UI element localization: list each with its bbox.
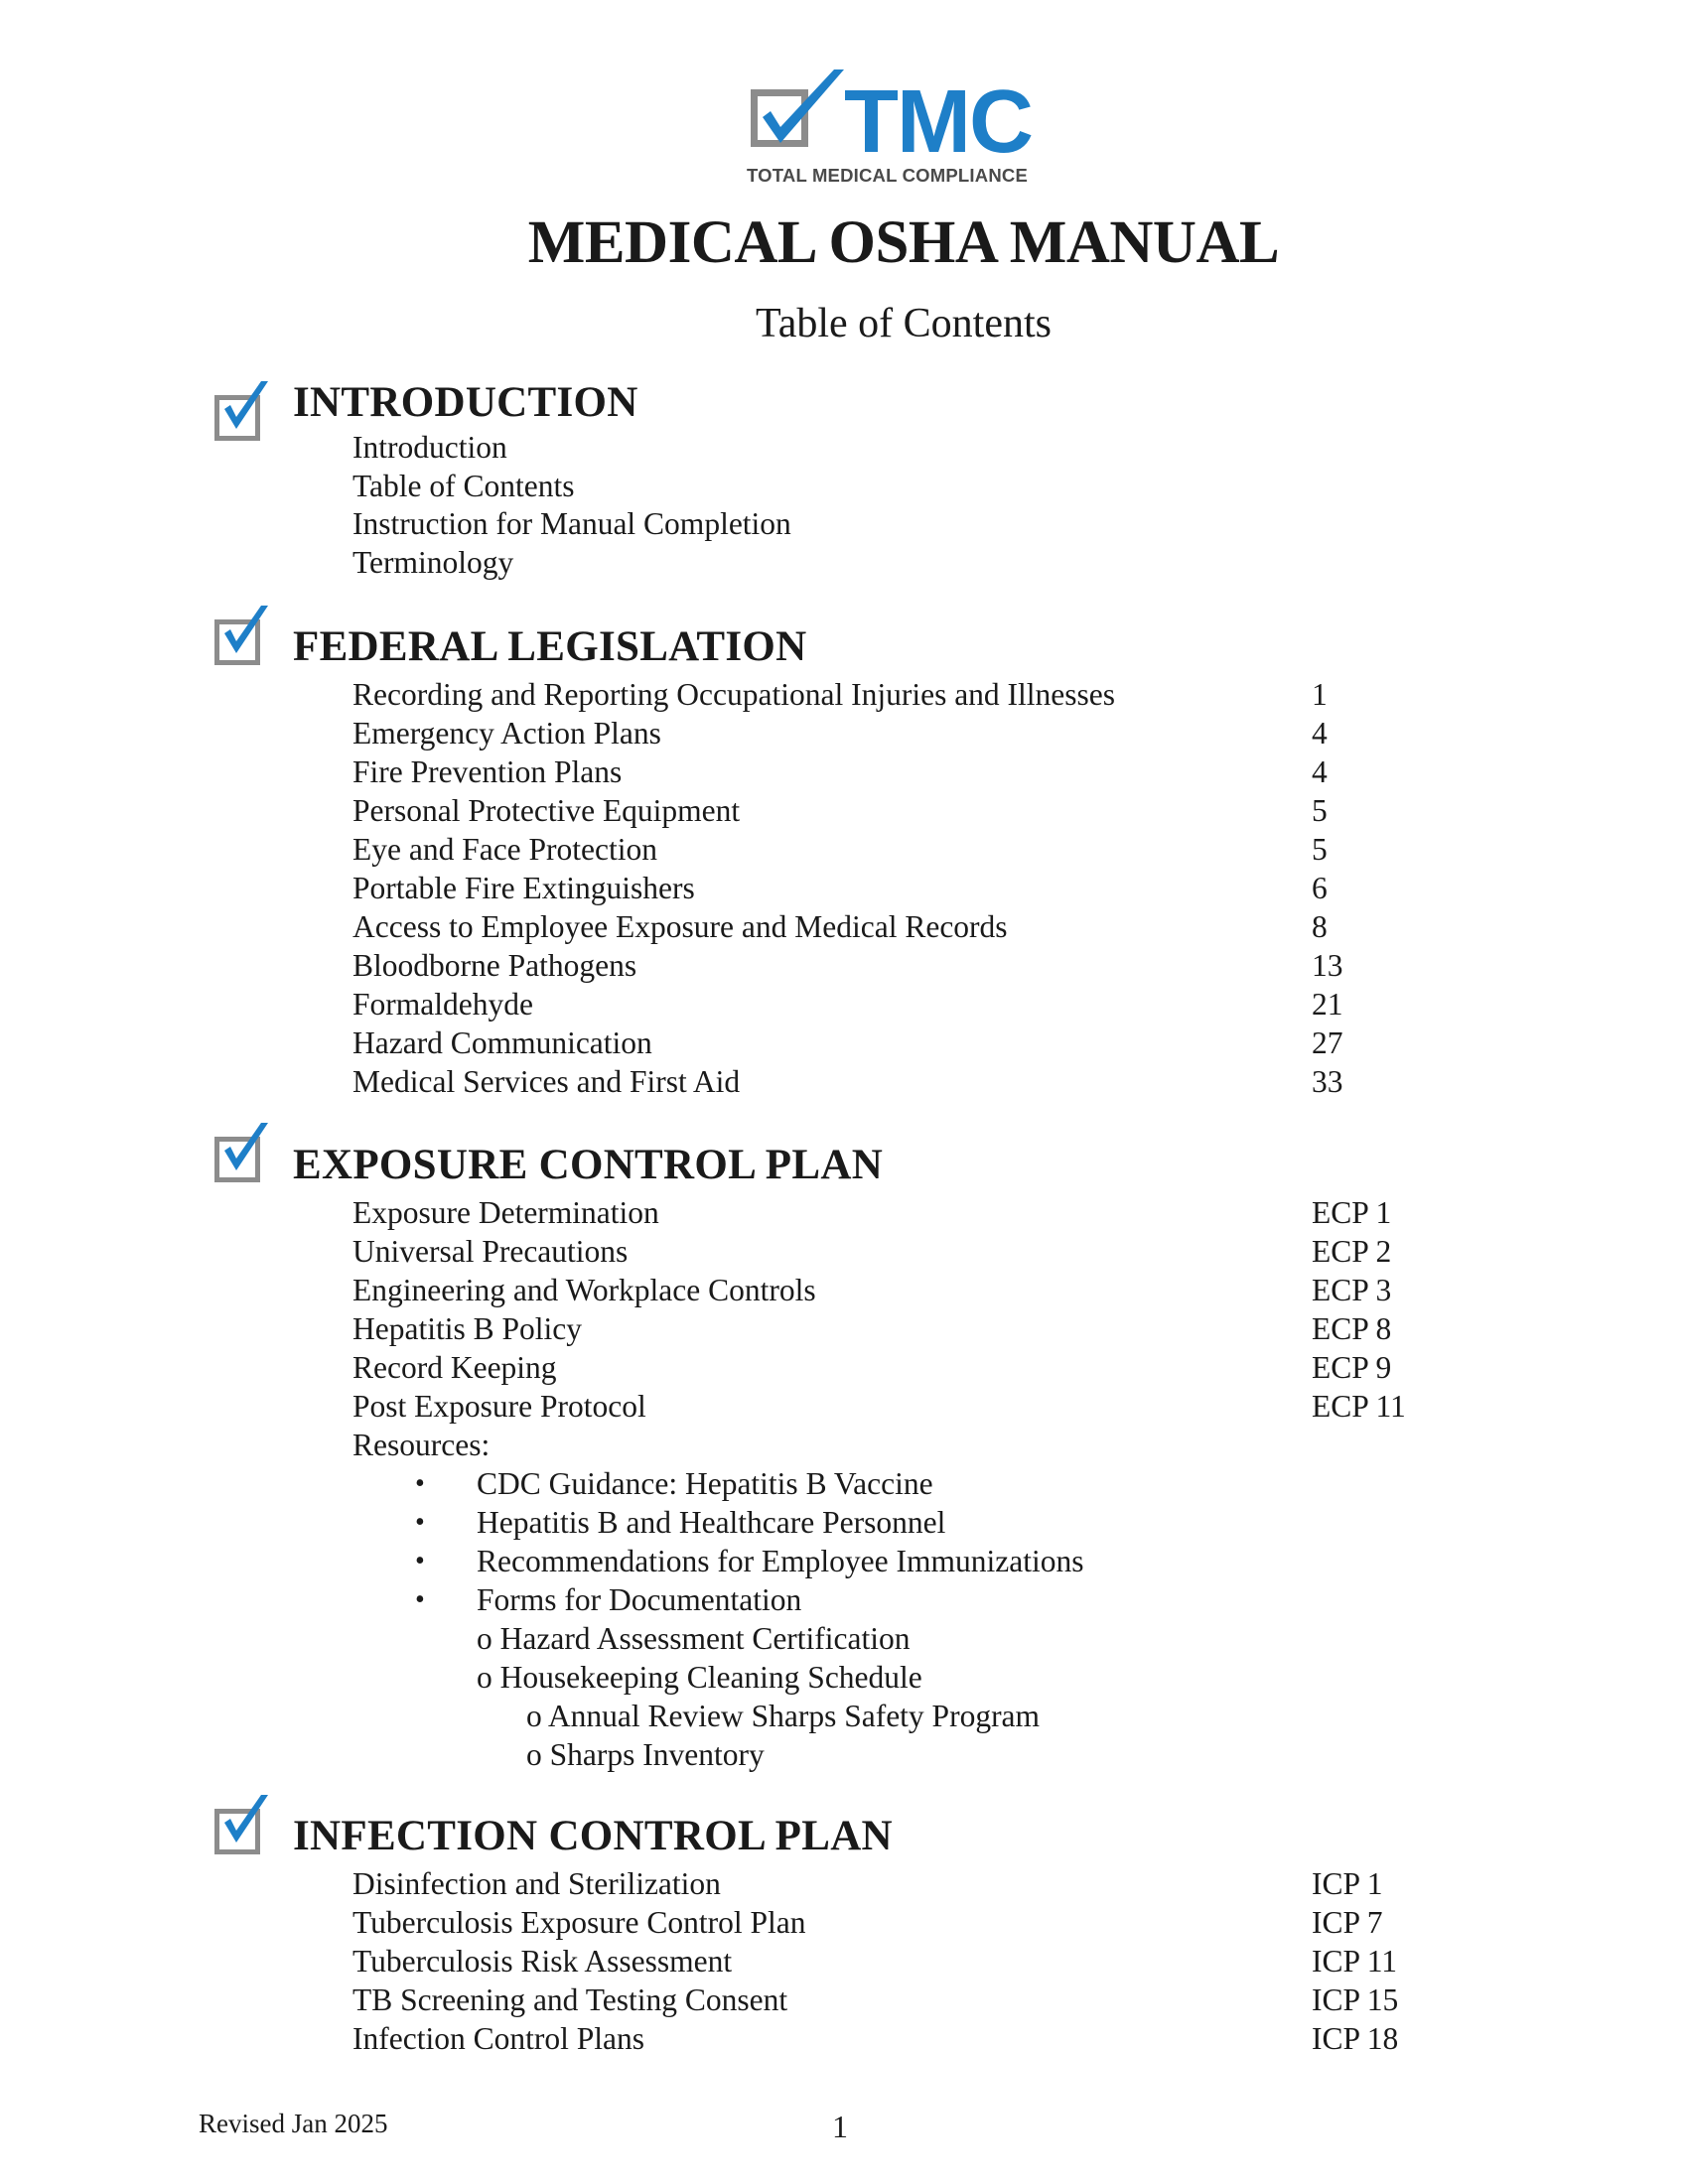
resource-item[interactable]: Forms for Documentation xyxy=(477,1582,802,1617)
section-checkbox-icon xyxy=(212,610,270,667)
toc-entry[interactable]: Table of Contents xyxy=(352,469,575,503)
logo-subtitle: TOTAL MEDICAL COMPLIANCE xyxy=(747,165,1028,186)
bullet-icon: • xyxy=(415,1468,425,1499)
toc-entry[interactable]: Access to Employee Exposure and Medical Records 8 xyxy=(352,909,1328,944)
bullet-icon: • xyxy=(415,1584,425,1615)
toc-entry[interactable]: Tuberculosis Risk Assessment ICP 11 xyxy=(352,1944,1398,1979)
toc-entry-resources: Resources: xyxy=(352,1428,491,1462)
section-checkbox-icon xyxy=(212,1799,270,1856)
form-item[interactable]: o Hazard Assessment Certification xyxy=(477,1621,911,1656)
bullet-icon: • xyxy=(415,1546,425,1576)
toc-entry[interactable]: Bloodborne Pathogens 13 xyxy=(352,948,1343,983)
toc-entry[interactable]: Terminology xyxy=(352,545,514,580)
toc-entry[interactable]: Eye and Face Protection 5 xyxy=(352,832,1328,867)
section-checkbox-icon xyxy=(212,1127,270,1184)
form-item[interactable]: o Housekeeping Cleaning Schedule xyxy=(477,1660,922,1695)
toc-entry[interactable]: Instruction for Manual Completion xyxy=(352,506,791,541)
toc-entry[interactable]: Formaldehyde 21 xyxy=(352,987,1343,1022)
section-checkbox-icon xyxy=(212,385,270,443)
resource-item[interactable]: Hepatitis B and Healthcare Personnel xyxy=(477,1505,946,1540)
toc-entry[interactable]: Fire Prevention Plans 4 xyxy=(352,754,1328,789)
toc-entry[interactable]: Tuberculosis Exposure Control Plan ICP 7 xyxy=(352,1905,1383,1940)
toc-entry[interactable]: Medical Services and First Aid 33 xyxy=(352,1064,1343,1099)
form-item[interactable]: o Sharps Inventory xyxy=(526,1737,765,1772)
toc-entry[interactable]: Recording and Reporting Occupational Injuries and Illnesses 1 xyxy=(352,677,1328,712)
toc-entry[interactable]: Introduction xyxy=(352,430,507,465)
toc-entry[interactable]: Exposure Determination ECP 1 xyxy=(352,1195,1392,1230)
resource-item[interactable]: CDC Guidance: Hepatitis B Vaccine xyxy=(477,1466,933,1501)
toc-entry[interactable]: Hepatitis B Policy ECP 8 xyxy=(352,1311,1392,1346)
bullet-icon: • xyxy=(415,1507,425,1538)
section-title-infection-control-plan: INFECTION CONTROL PLAN xyxy=(293,1813,893,1859)
page-subtitle: Table of Contents xyxy=(756,301,1052,346)
toc-entry[interactable]: Portable Fire Extinguishers 6 xyxy=(352,871,1328,905)
toc-entry[interactable]: Hazard Communication 27 xyxy=(352,1025,1343,1060)
page-title: MEDICAL OSHA MANUAL xyxy=(527,209,1280,276)
toc-entry[interactable]: TB Screening and Testing Consent ICP 15 xyxy=(352,1982,1399,2017)
toc-entry[interactable]: Post Exposure Protocol ECP 11 xyxy=(352,1389,1406,1424)
footer-revised-date: Revised Jan 2025 xyxy=(199,2109,388,2138)
toc-entry[interactable]: Engineering and Workplace Controls ECP 3 xyxy=(352,1273,1392,1307)
section-title-exposure-control-plan: EXPOSURE CONTROL PLAN xyxy=(293,1142,884,1188)
toc-entry[interactable]: Infection Control Plans ICP 18 xyxy=(352,2021,1399,2056)
toc-entry[interactable]: Emergency Action Plans 4 xyxy=(352,716,1328,751)
footer-page-number: 1 xyxy=(832,2109,848,2144)
toc-entry[interactable]: Record Keeping ECP 9 xyxy=(352,1350,1392,1385)
toc-entry[interactable]: Universal Precautions ECP 2 xyxy=(352,1234,1392,1269)
toc-entry[interactable]: Disinfection and Sterilization ICP 1 xyxy=(352,1866,1383,1901)
logo-checkmark-icon xyxy=(747,66,856,161)
tmc-logo xyxy=(747,66,1035,193)
logo-wordmark: TMC xyxy=(844,72,1032,172)
section-title-federal-legislation: FEDERAL LEGISLATION xyxy=(293,623,807,670)
form-item[interactable]: o Annual Review Sharps Safety Program xyxy=(526,1699,1041,1733)
resource-item[interactable]: Recommendations for Employee Immunizations xyxy=(477,1544,1084,1578)
toc-entry[interactable]: Personal Protective Equipment 5 xyxy=(352,793,1328,828)
section-title-introduction: INTRODUCTION xyxy=(293,379,638,426)
